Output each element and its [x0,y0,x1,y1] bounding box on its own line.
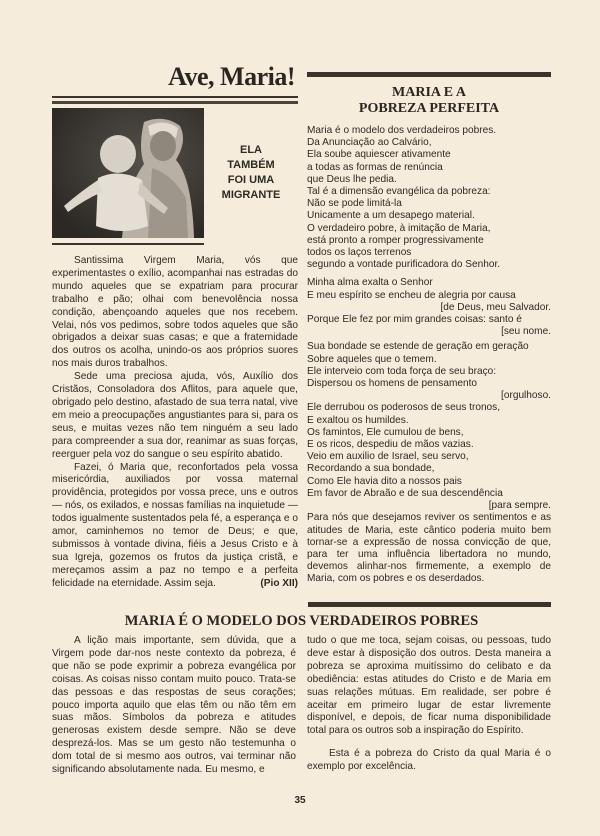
magnificat-line-continuation: [orgulhoso. [501,390,551,402]
magnificat-line: Recordando a sua bondade, [307,463,435,475]
section-title [307,85,551,117]
prayer-text [52,255,298,591]
magnificat-stanza-2 [307,341,551,512]
magnificat-line: Minha alma exalta o Senhor [307,277,433,289]
prayer-paragraph-text: Fazei, ó Maria que, reconfortados pela vossa misericórdia, auxiliados por vossa maternal providência, protegidos por vossa prece, uns e outros — nós, os exilados, e nossas famílias na inquietude — todos igualmente sustentados pela fé, a esperança e o amor, caminhemos no temor de Deus; e que, submissos à vontade divina, fiéis a Jesus Cristo e à sua Igreja, gozemos os frutos da justiça cristã, e mereçamos assim a paz no tempo e a perfeita felicidade na eternidade. Assim seja. [52,461,298,589]
magnificat-stanza-1 [307,277,551,338]
bottom-column-1 [52,635,296,777]
magnificat-line: Como Ele havia dito a nossos pais [307,475,462,487]
figure [52,108,298,238]
magnificat-line: E os ricos, despediu de mãos vazias. [307,439,474,451]
magnificat-line: Os famintos, Ele cumulou de bens, [307,426,464,438]
closing-paragraph: Para nós que desejamos reviver os sentimentos e as atitudes de Maria, este cântico poderia muito bem tornar-se a expressão de nossa convicção de que, para ter uma influência libertadora no mundo, devemos alinhar-nos firmemente, a exemplo de Maria, com os pobres e os deserdados. [307,512,551,585]
poem-line: Tal é a dimensão evangélica da pobreza: [307,186,491,198]
caption-line: FOI UMA [227,174,275,186]
page-number: 35 [294,795,306,806]
magnificat-line: Porque Ele fez por mim grandes coisas: santo é [307,314,522,326]
caption-line: MIGRANTE [221,189,281,201]
madonna-statue-image [52,108,204,238]
magnificat-line: Sua bondade se estende de geração em geração [307,341,529,353]
bottom-paragraph: tudo o que me toca, sejam coisas, ou pessoas, tudo deve estar à disposição dos outros. Desta maneira a pobreza se aproxima muitíssimo do celibato e da obediência: estas atitudes do Cristo e de Maria em suas relações mútuas. Em realidade, ser pobre é aceitar em primeiro lugar de estar livremente disponível, e depois, de ficar numa disponibilidade total para os outros sob a inspiração do Espírito. [307,635,551,737]
photo-caption [204,143,298,203]
caption-line: ELA [240,144,262,156]
poem-line: segundo a vontade purificadora do Senhor. [307,259,501,271]
poem-line: a todas as formas de renúncia [307,161,443,173]
section-top-rule [307,72,551,77]
poem-line: Unicamente a um desapego material. [307,210,475,222]
magnificat-line: Veio em auxilio de Israel, seu servo, [307,451,469,463]
bottom-column-2 [307,635,551,777]
magnificat-line: Ele derrubou os poderosos de seus tronos, [307,402,501,414]
magnificat-line-continuation: [para sempre. [488,500,551,512]
prayer-paragraph [52,462,298,591]
poem-line: O verdadeiro pobre, à imitação de Maria, [307,222,491,234]
magnificat-line: Sobre aqueles que o temem. [307,353,437,365]
poem-line: Ela soube aquiescer ativamente [307,149,451,161]
poem-line: Maria é o modelo dos verdadeiros pobres. [307,125,497,136]
left-column [52,60,298,591]
bottom-section-title: MARIA É O MODELO DOS VERDADEIROS POBRES [124,613,479,629]
prayer-paragraph: Santissima Virgem Maria, vós que experimentastes o exílio, acompanhai nas estradas do mundo aqueles que se expatriam para procurar trabalho e pão; olhai com benevolência nossa condição, abençoando aqueles que nos recebem. Velai, nós vos pedimos, sobre todos aqueles que são obrigados a deixar suas casas; e que a fraternidade dos outros os acolha, unindo-os aos próprios suores nos mais duros trabalhos. [52,255,298,370]
photo-bottom-rule [52,243,204,245]
right-column [307,72,551,586]
bottom-paragraph: Esta é a pobreza do Cristo da qual Maria é o exemplo por excelência. [307,748,551,773]
bottom-columns [52,635,551,777]
magnificat-line-continuation: [de Deus, meu Salvador. [440,301,551,313]
magnificat-line: E meu espírito se encheu de alegria por causa [307,289,516,301]
bottom-section-rule [308,602,551,607]
prayer-paragraph: Sede uma preciosa ajuda, vós, Auxílio dos Cristãos, Consoladora dos Aflitos, para aquele que, obrigado pelo destino, afastado de sua terra natal, vive em meio a preocupações angustiantes para si, para os seus, e muitas vezes não tem ninguém a seu lado para compreender a sua dor, reanimar as suas forças, reerguer pela voz do sangue o seu espírito abatido. [52,371,298,460]
section-title-line: POBREZA PERFEITA [358,101,500,116]
bottom-paragraph: A lição mais importante, sem dúvida, que a Virgem pode dar-nos neste contexto da pobreza, é que não se pode exprimir a pobreza evangélica por coisas. As coisas nisso contam muito pouco. Trata-se das pessoas e das respostas de seus corações; pouco importa aquilo que elas têm ou não têm em suas mãos. Símbolos da pobreza e atitudes generosas existem desde sempre. Não se deve desprezá-los. Mas se um gesto não testemunha o dom total de si mesmo aos outros, vai terminar não significando absolutamente nada. Eu mesmo, e [52,635,296,776]
poem-line: está pronto a romper progressivamente [307,234,484,246]
section-title-line: MARIA E A [392,85,466,100]
poem-line: Não se pode limitá-la [307,198,402,210]
photo-top-rule [52,101,298,104]
main-title: Ave, Maria! [168,62,295,91]
title-underline [52,96,298,98]
poem-stanza [307,125,551,271]
madonna-child-photo-icon [52,108,204,238]
magnificat-line: E exaltou os humildes. [307,414,409,426]
poem-line: Da Anunciação ao Calvário, [307,137,432,149]
poem-line: que Deus lhe pedia. [307,173,397,185]
closing-text [307,512,551,585]
magnificat-line: Ele interveio com toda força de seu braço: [307,365,497,377]
magnificat-line: Em favor de Abraão e de sua descendência [307,487,503,499]
magnificat-line: Dispersou os homens de pensamento [307,378,478,390]
prayer-signature: (Pio XII) [260,577,298,589]
magnificat-line-continuation: [seu nome. [501,326,551,338]
caption-line: TAMBÉM [227,159,275,171]
poem-line: todos os laços terrenos [307,247,412,259]
